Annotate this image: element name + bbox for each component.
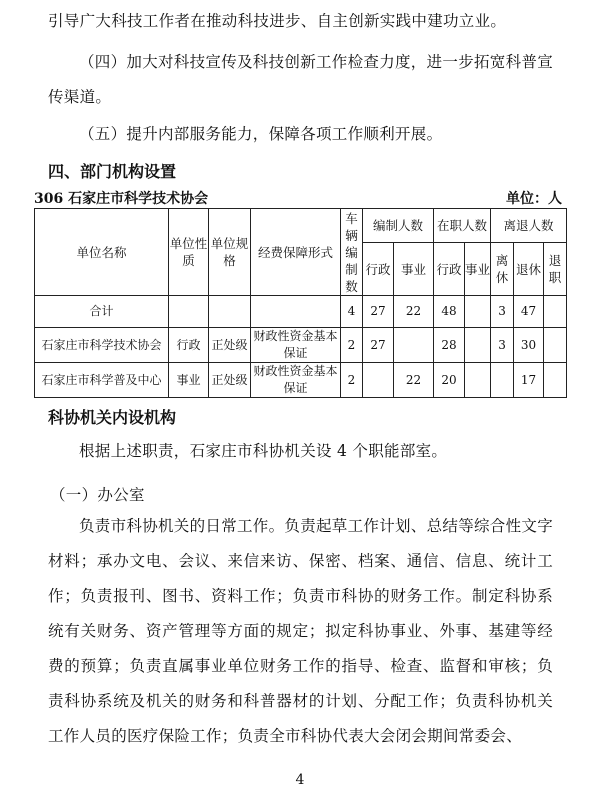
office-heading: （一）办公室: [50, 486, 145, 504]
total-staffing-inst: 22: [394, 296, 434, 328]
total-level: [209, 296, 251, 328]
row-tuixiu: 17: [514, 363, 544, 398]
row-name: 石家庄市科学技术协会: [35, 328, 169, 363]
total-lixiu: 3: [491, 296, 514, 328]
total-vehicles: 4: [341, 296, 363, 328]
table-unit: 单位：人: [506, 191, 562, 207]
item-four: （四）加大对科技宣传及科技创新工作检查力度，进一步拓宽科普宣传渠道。: [48, 53, 554, 106]
table-row: [35, 328, 567, 363]
row-staffing-inst: 22: [394, 363, 434, 398]
row-lixiu: [491, 363, 514, 398]
total-in-service-admin: 48: [434, 296, 465, 328]
header-tuizhi: 退职: [544, 243, 567, 296]
total-staffing-admin: 27: [363, 296, 394, 328]
table-header-row: [35, 209, 567, 243]
total-tuizhi: [544, 296, 567, 328]
row-in-service-admin: 20: [434, 363, 465, 398]
header-nature: 单位性质: [169, 209, 209, 296]
section-four-heading: 四、部门机构设置: [48, 162, 177, 181]
row-staffing-admin: [363, 363, 394, 398]
row-level: 正处级: [209, 328, 251, 363]
header-retired: 离退人数: [491, 209, 567, 243]
table-caption: [34, 188, 562, 208]
total-funding: [251, 296, 341, 328]
row-funding: 财政性资金基本保证: [251, 328, 341, 363]
page-number: 4: [295, 772, 305, 788]
row-in-service-inst: [465, 363, 491, 398]
row-nature: 事业: [169, 363, 209, 398]
header-staffing: 编制人数: [363, 209, 434, 243]
row-lixiu: 3: [491, 328, 514, 363]
header-in-service-admin: 行政: [434, 243, 465, 296]
header-staffing-inst: 事业: [394, 243, 434, 296]
item-five: （五）提升内部服务能力，保障各项工作顺利开展。: [79, 125, 443, 143]
header-tuixiu: 退休: [514, 243, 544, 296]
org-structure-table: [34, 208, 567, 398]
row-nature: 行政: [169, 328, 209, 363]
total-tuixiu: 47: [514, 296, 544, 328]
row-in-service-inst: [465, 328, 491, 363]
header-staffing-admin: 行政: [363, 243, 394, 296]
row-tuixiu: 30: [514, 328, 544, 363]
row-tuizhi: [544, 328, 567, 363]
section-internal-intro: 根据上述职责，石家庄市科协机关设 4 个职能部室。: [79, 442, 448, 460]
header-in-service: 在职人数: [434, 209, 491, 243]
total-nature: [169, 296, 209, 328]
row-funding: 财政性资金基本保证: [251, 363, 341, 398]
header-funding: 经费保障形式: [251, 209, 341, 296]
total-in-service-inst: [465, 296, 491, 328]
row-staffing-admin: 27: [363, 328, 394, 363]
row-tuizhi: [544, 363, 567, 398]
total-name: 合计: [35, 296, 169, 328]
header-lixiu: 离休: [491, 243, 514, 296]
intro-line: 引导广大科技工作者在推动科技进步、自主创新实践中建功立业。: [48, 12, 507, 30]
header-name: 单位名称: [35, 209, 169, 296]
row-vehicles: 2: [341, 363, 363, 398]
header-in-service-inst: 事业: [465, 243, 491, 296]
row-in-service-admin: 28: [434, 328, 465, 363]
section-internal-heading: 科协机关内设机构: [48, 408, 177, 427]
header-level: 单位规格: [209, 209, 251, 296]
row-name: 石家庄市科学普及中心: [35, 363, 169, 398]
table-row: [35, 363, 567, 398]
table-total-row: [35, 296, 567, 328]
header-vehicles: 车辆编制数: [341, 209, 363, 296]
table-title: 306 石家庄市科学技术协会: [34, 191, 209, 207]
row-staffing-inst: [394, 328, 434, 363]
office-description: 负责市科协机关的日常工作。负责起草工作计划、总结等综合性文字材料；承办文电、会议、来信来访、保密、档案、通信、信息、统计工作；负责报刊、图书、资料工作；负责市科协的财务工作。制定科协系统有关财务、资产管理等方面的规定；拟定科协事业、外事、基建等经费的预算；负责直属事业单位财务工作的指导、检查、监督和审核；负责科协系统及机关的财务和科普器材的计划、分配工作；负责科协机关工作人员的医疗保险工作；负责全市科协代表大会闭会期间常委会、: [48, 517, 554, 745]
row-level: 正处级: [209, 363, 251, 398]
row-vehicles: 2: [341, 328, 363, 363]
